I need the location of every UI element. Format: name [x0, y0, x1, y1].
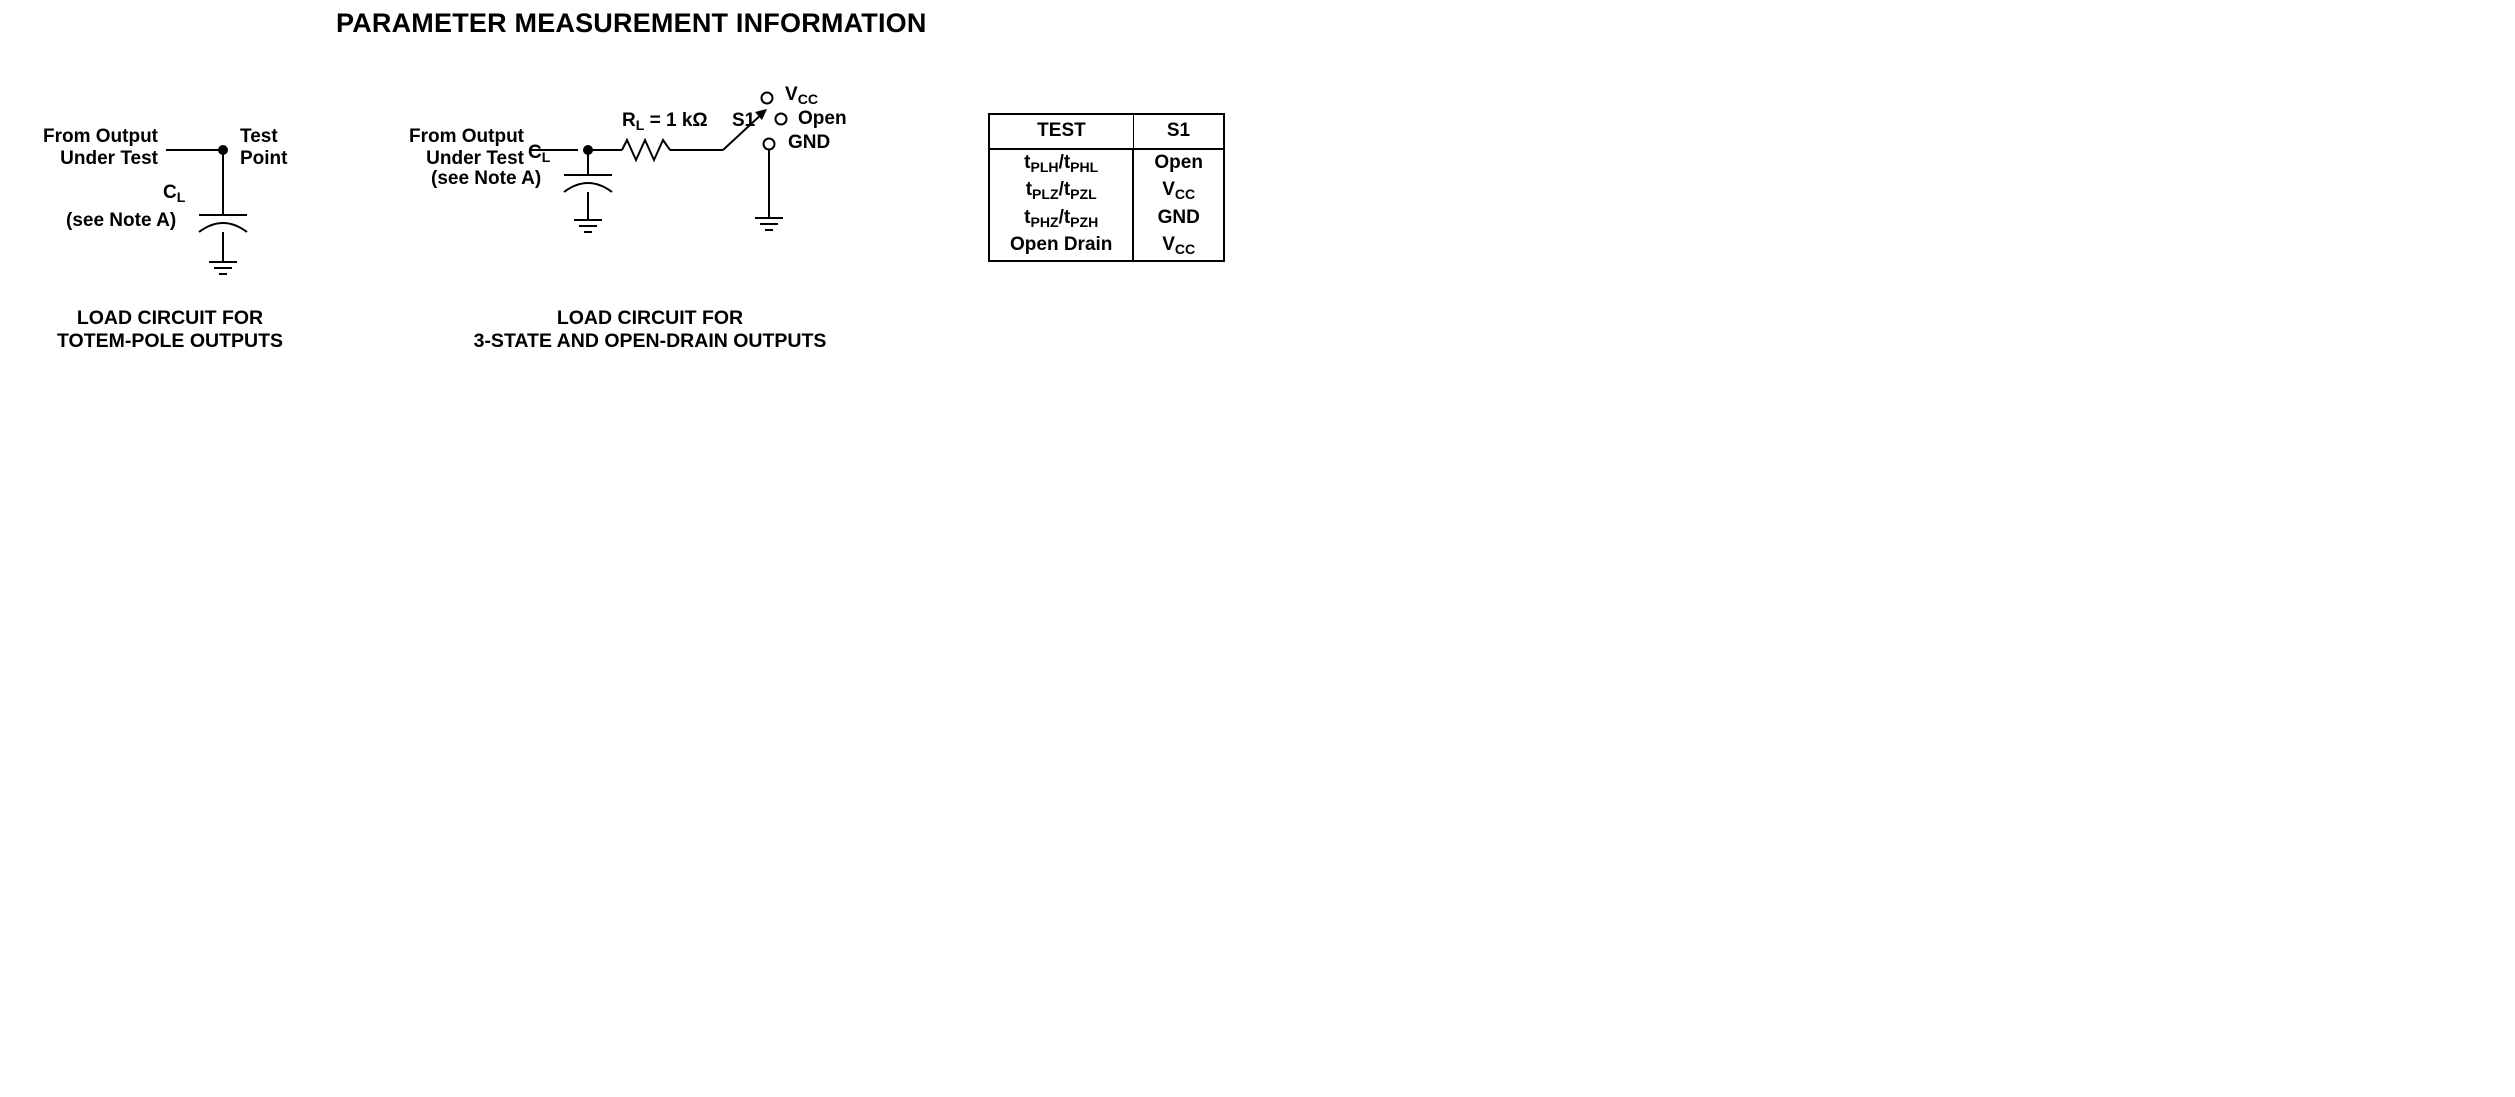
- from-output-text-1: From Output: [42, 126, 158, 147]
- cl-subscript-2: L: [541, 148, 551, 165]
- cell-test-sub1-0: PLH: [1030, 158, 1059, 175]
- cell-test-main-2: t: [1024, 206, 1031, 228]
- s1-text: S1: [732, 110, 756, 131]
- test-text: Test: [240, 126, 278, 147]
- cell-test-sub2-1: PZL: [1070, 186, 1097, 203]
- note-a-text-1: (see Note A): [66, 210, 177, 231]
- table-cell-s1: [1133, 177, 1224, 205]
- cell-test-sub2-2: PZH: [1070, 213, 1099, 230]
- caption-2-line-1: LOAD CIRCUIT FOR: [556, 307, 744, 329]
- table-cell-test: [989, 205, 1133, 233]
- cell-s1-sub-1: CC: [1174, 186, 1196, 203]
- point-text: Point: [240, 148, 288, 170]
- cl-label-2: [528, 142, 550, 166]
- table-body: [989, 149, 1224, 261]
- table-row: [989, 232, 1224, 261]
- test-point-label: [240, 126, 288, 171]
- table-row: [989, 177, 1224, 205]
- vcc-label: [785, 84, 818, 108]
- cl-subscript-1: L: [176, 188, 186, 205]
- open-label: [798, 108, 847, 130]
- table-cell-s1: [1133, 232, 1224, 261]
- note-a-text-2: (see Note A): [431, 168, 542, 189]
- caption-1-line-2: TOTEM-POLE OUTPUTS: [56, 330, 284, 353]
- cell-test-sub1-2: PHZ: [1030, 213, 1059, 230]
- gnd-text: GND: [788, 132, 831, 153]
- vcc-subscript: CC: [797, 90, 818, 107]
- cell-test-main-3: Open Drain: [1010, 234, 1113, 256]
- rl-subscript: L: [635, 116, 645, 133]
- cell-test-mid-2: /t: [1058, 206, 1071, 228]
- under-test-text-2: Under Test: [426, 148, 524, 170]
- cell-test-sub2-0: PHL: [1070, 158, 1099, 175]
- cell-test-mid-1: /t: [1058, 179, 1071, 201]
- table-cell-test: [989, 232, 1133, 261]
- rl-value-text: = 1 kΩ: [644, 110, 708, 131]
- under-test-text-1: Under Test: [60, 148, 158, 170]
- table-header-test: TEST: [989, 114, 1133, 149]
- figure-totem-pole-load-circuit: [0, 110, 330, 353]
- cell-test-main-0: t: [1024, 151, 1031, 173]
- table-head: [989, 114, 1224, 149]
- cell-test-sub1-1: PLZ: [1032, 186, 1059, 203]
- caption-1-line-1: LOAD CIRCUIT FOR: [76, 307, 264, 329]
- table-header-s1: S1: [1133, 114, 1224, 149]
- from-output-text-2: From Output: [408, 126, 524, 147]
- rl-label: [622, 110, 708, 134]
- cl-text-1: C: [163, 182, 177, 203]
- cell-test-main-1: t: [1025, 179, 1033, 201]
- note-a-label-2: [431, 168, 541, 190]
- figure-caption-1: [0, 307, 340, 354]
- caption-2-line-2: 3-STATE AND OPEN-DRAIN OUTPUTS: [473, 330, 827, 353]
- test-s1-table: [988, 113, 1225, 262]
- cell-s1-main-1: V: [1162, 179, 1175, 201]
- cl-label-1: [163, 182, 185, 206]
- figure-three-state-open-drain-load-circuit: [390, 60, 950, 353]
- open-text: Open: [798, 108, 847, 129]
- table-row: [989, 149, 1224, 178]
- from-output-under-test-label-2: [390, 126, 524, 171]
- table-cell-test: [989, 149, 1133, 178]
- from-output-under-test-label-1: [18, 126, 158, 171]
- cell-test-mid-0: /t: [1058, 151, 1071, 173]
- table-header-row: [989, 114, 1224, 149]
- table-cell-s1: [1133, 205, 1224, 233]
- cell-s1-main-3: V: [1162, 234, 1175, 256]
- gnd-label: [788, 132, 830, 154]
- table-cell-test: [989, 177, 1133, 205]
- figure-caption-2: [370, 307, 930, 354]
- cl-text-2: C: [528, 142, 542, 163]
- cell-s1-sub-3: CC: [1174, 241, 1196, 258]
- vcc-text: V: [785, 84, 798, 105]
- s1-label: [732, 110, 755, 132]
- table-row: [989, 205, 1224, 233]
- cell-s1-main-2: GND: [1157, 206, 1200, 228]
- page-title: PARAMETER MEASUREMENT INFORMATION: [336, 8, 927, 38]
- note-a-label-1: [66, 210, 176, 232]
- table-cell-s1: [1133, 149, 1224, 178]
- rl-text: R: [622, 110, 636, 131]
- cell-s1-main-0: Open: [1154, 151, 1203, 173]
